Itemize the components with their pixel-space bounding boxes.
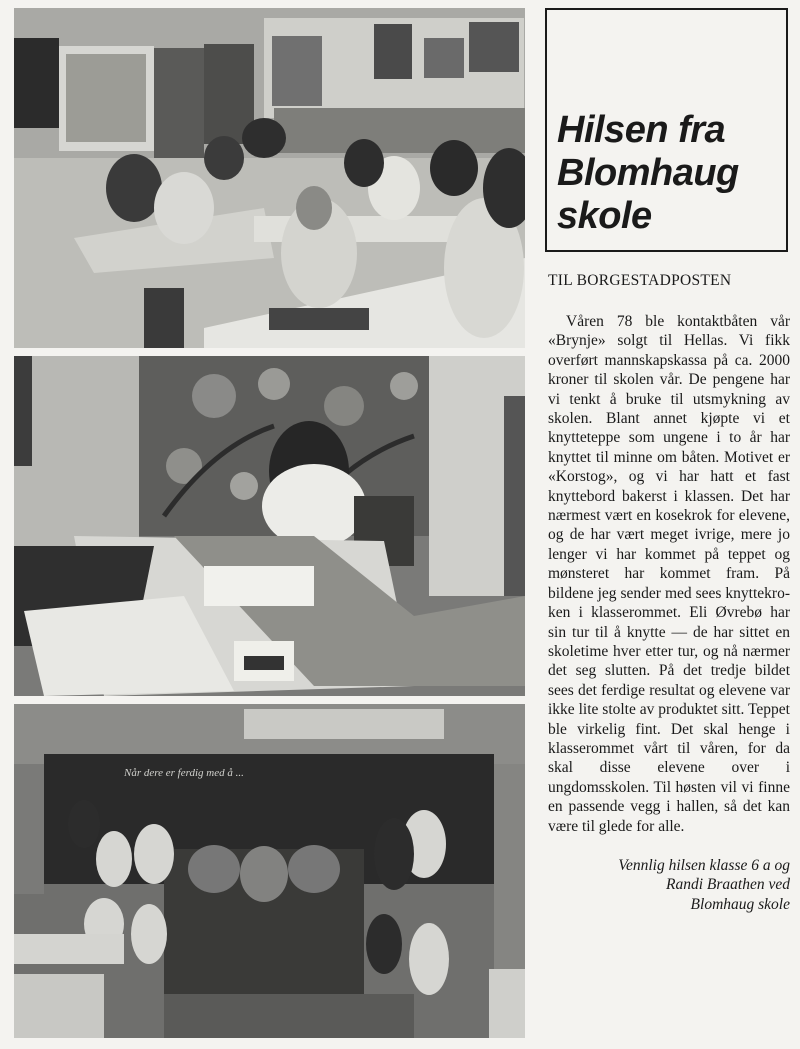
headline-line-3: skole [557,195,652,237]
headline-line-2: Blomhaug [557,152,739,194]
headline-line-1: Hilsen fra [557,109,726,151]
article-column [548,272,790,914]
chalkboard-writing: Når dere er ferdig med å ... [124,767,244,779]
signoff-line-2: Randi Braathen ved [666,876,790,894]
photo-class-with-rug-image [14,704,525,1038]
photo-class-with-rug [14,704,525,1038]
headline [557,109,739,238]
photo-classroom-desks-image [14,8,525,348]
article-kicker: TIL BORGESTADPOSTEN [548,272,732,289]
photo-classroom-desks [14,8,525,348]
photo-knotting-corner-image [14,356,525,696]
headline-box [545,8,788,252]
signoff-line-1: Vennlig hilsen klasse 6 a og [618,856,790,874]
article-signoff [548,856,790,914]
photo-knotting-corner [14,356,525,696]
article-body: Våren 78 ble kontaktbåten vår «Brynje» solgt til Hellas. Vi fikk overført mannskapskassa på ca. 2000 kroner til skolen vår. De pengene har vi tenkt å bruke til utsmykning av skolen. Blant annet kjøpte vi et knytteteppe som ungene i to år har knyttet til minne om båten. Motivet er «Korstog», og vi har hatt et fast knyttebord bakerst i klassen. Det har nærmest vært en kosekrok for elevene, og de har vært meget ivrige, mere jo lenger vi har kommet på teppet og mønsteret har kommet fram. På bildene jeg sender med sees knyttekroken i klasserommet. Eli Øvrebø har sin tur til å knytte — de har sittet en skoletime hver etter tur, og nå nærmer det seg slutten. På det tredje bildet sees det ferdige resultat og elevene var ikke lite stolte av produktet sitt. Teppet ble virkelig fint. Det skal henge i klasserommet vårt til våren, for da skal disse elevene over i ungdomsskolen. Til høsten vil vi finne en passende vegg i hallen, så det kan være til glede for alle. [548,313,790,835]
signoff-line-3: Blomhaug skole [690,895,790,913]
